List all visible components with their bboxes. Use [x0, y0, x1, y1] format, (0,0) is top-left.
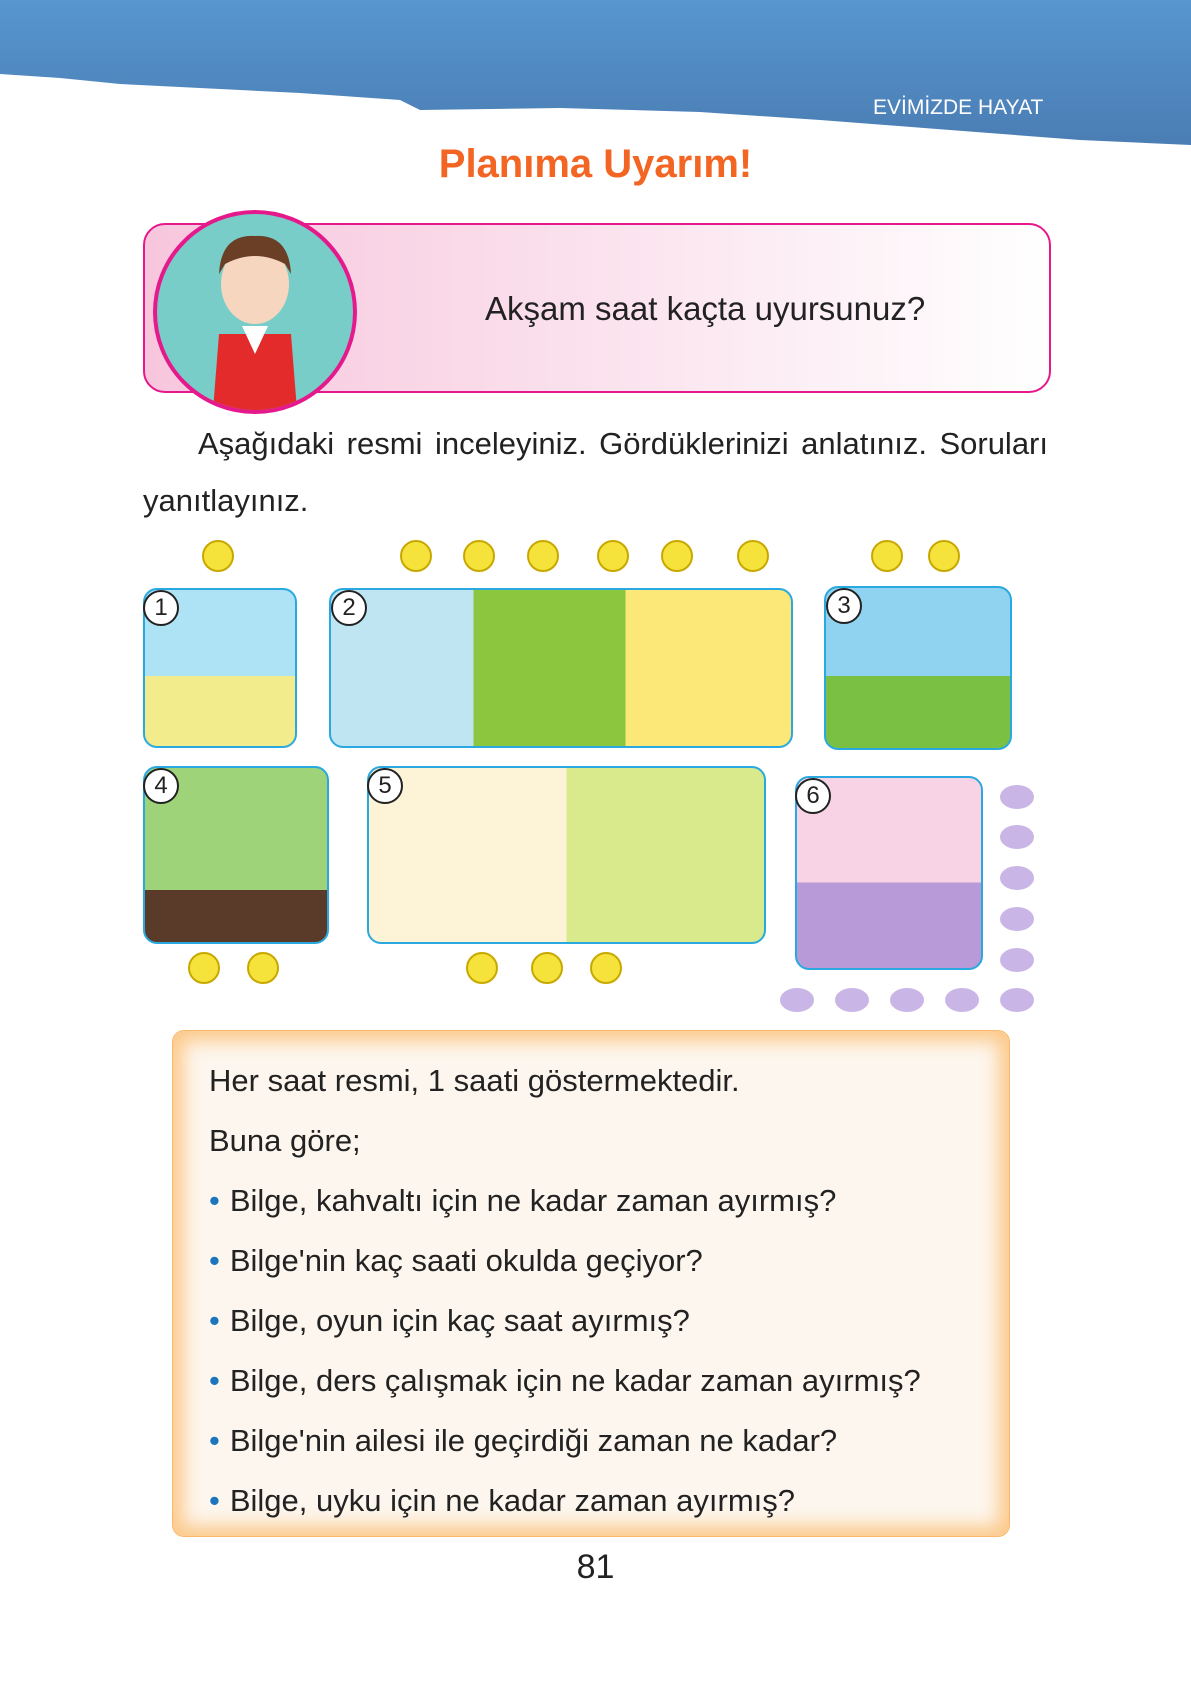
sun-clock-icon	[590, 952, 622, 984]
question-item	[209, 1181, 836, 1221]
moon-clock-icon	[945, 988, 979, 1012]
question-text: Bilge, oyun için kaç saat ayırmış?	[229, 1303, 690, 1338]
question-text: Bilge, ders çalışmak için ne kadar zaman ayırmış?	[229, 1363, 921, 1398]
sun-clock-icon	[597, 540, 629, 572]
moon-clock-icon	[1000, 866, 1034, 890]
sun-clock-icon	[871, 540, 903, 572]
question-text: Bilge'nin kaç saati okulda geçiyor?	[229, 1243, 703, 1278]
sun-clock-icon	[737, 540, 769, 572]
panel-number: 2	[331, 590, 367, 626]
bullet-icon: •	[209, 1303, 220, 1338]
activity-line: Buna göre;	[209, 1123, 361, 1158]
sun-clock-icon	[466, 952, 498, 984]
question-item	[209, 1301, 690, 1341]
bullet-icon: •	[209, 1243, 220, 1278]
question-text: Bilge, kahvaltı için ne kadar zaman ayırmış?	[229, 1183, 837, 1218]
moon-clock-icon	[1000, 988, 1034, 1012]
moon-clock-icon	[890, 988, 924, 1012]
header-banner	[0, 0, 1191, 150]
instructions-text: Aşağıdaki resmi inceleyiniz. Gördüklerinizi anlatınız. Soruları yanıtlayınız.	[143, 426, 1048, 518]
moon-clock-icon	[1000, 948, 1034, 972]
unit-label: EVİMİZDE HAYAT	[873, 96, 1044, 119]
question-item	[209, 1421, 837, 1461]
bullet-icon: •	[209, 1423, 220, 1458]
panel-number: 3	[826, 588, 862, 624]
moon-clock-icon	[835, 988, 869, 1012]
moon-clock-icon	[1000, 825, 1034, 849]
sun-clock-icon	[202, 540, 234, 572]
question-item	[209, 1481, 795, 1521]
sun-clock-icon	[527, 540, 559, 572]
sun-clock-icon	[188, 952, 220, 984]
panel-number: 5	[367, 768, 403, 804]
scene-family	[367, 766, 766, 944]
activity-box	[172, 1030, 1010, 1537]
boy-avatar	[153, 210, 357, 414]
question-item	[209, 1361, 921, 1401]
activity-line: Her saat resmi, 1 saati göstermektedir.	[209, 1063, 740, 1098]
sun-clock-icon	[400, 540, 432, 572]
panel-number: 4	[143, 768, 179, 804]
page-title: Planıma Uyarım!	[438, 142, 753, 186]
moon-clock-icon	[780, 988, 814, 1012]
bullet-icon: •	[209, 1363, 220, 1398]
sun-clock-icon	[661, 540, 693, 572]
bullet-icon: •	[209, 1483, 220, 1518]
moon-clock-icon	[1000, 907, 1034, 931]
moon-clock-icon	[1000, 785, 1034, 809]
panel-number: 1	[143, 590, 179, 626]
question-text: Bilge'nin ailesi ile geçirdiği zaman ne kadar?	[229, 1423, 838, 1458]
bullet-icon: •	[209, 1183, 220, 1218]
panel-number: 6	[795, 778, 831, 814]
question-text: Akşam saat kaçta uyursunuz?	[485, 290, 926, 327]
sun-clock-icon	[247, 952, 279, 984]
sun-clock-icon	[531, 952, 563, 984]
sun-clock-icon	[928, 540, 960, 572]
question-item	[209, 1241, 703, 1281]
page-number: 81	[576, 1548, 615, 1586]
scene-school	[329, 588, 793, 748]
sun-clock-icon	[463, 540, 495, 572]
question-text: Bilge, uyku için ne kadar zaman ayırmış?	[229, 1483, 796, 1518]
